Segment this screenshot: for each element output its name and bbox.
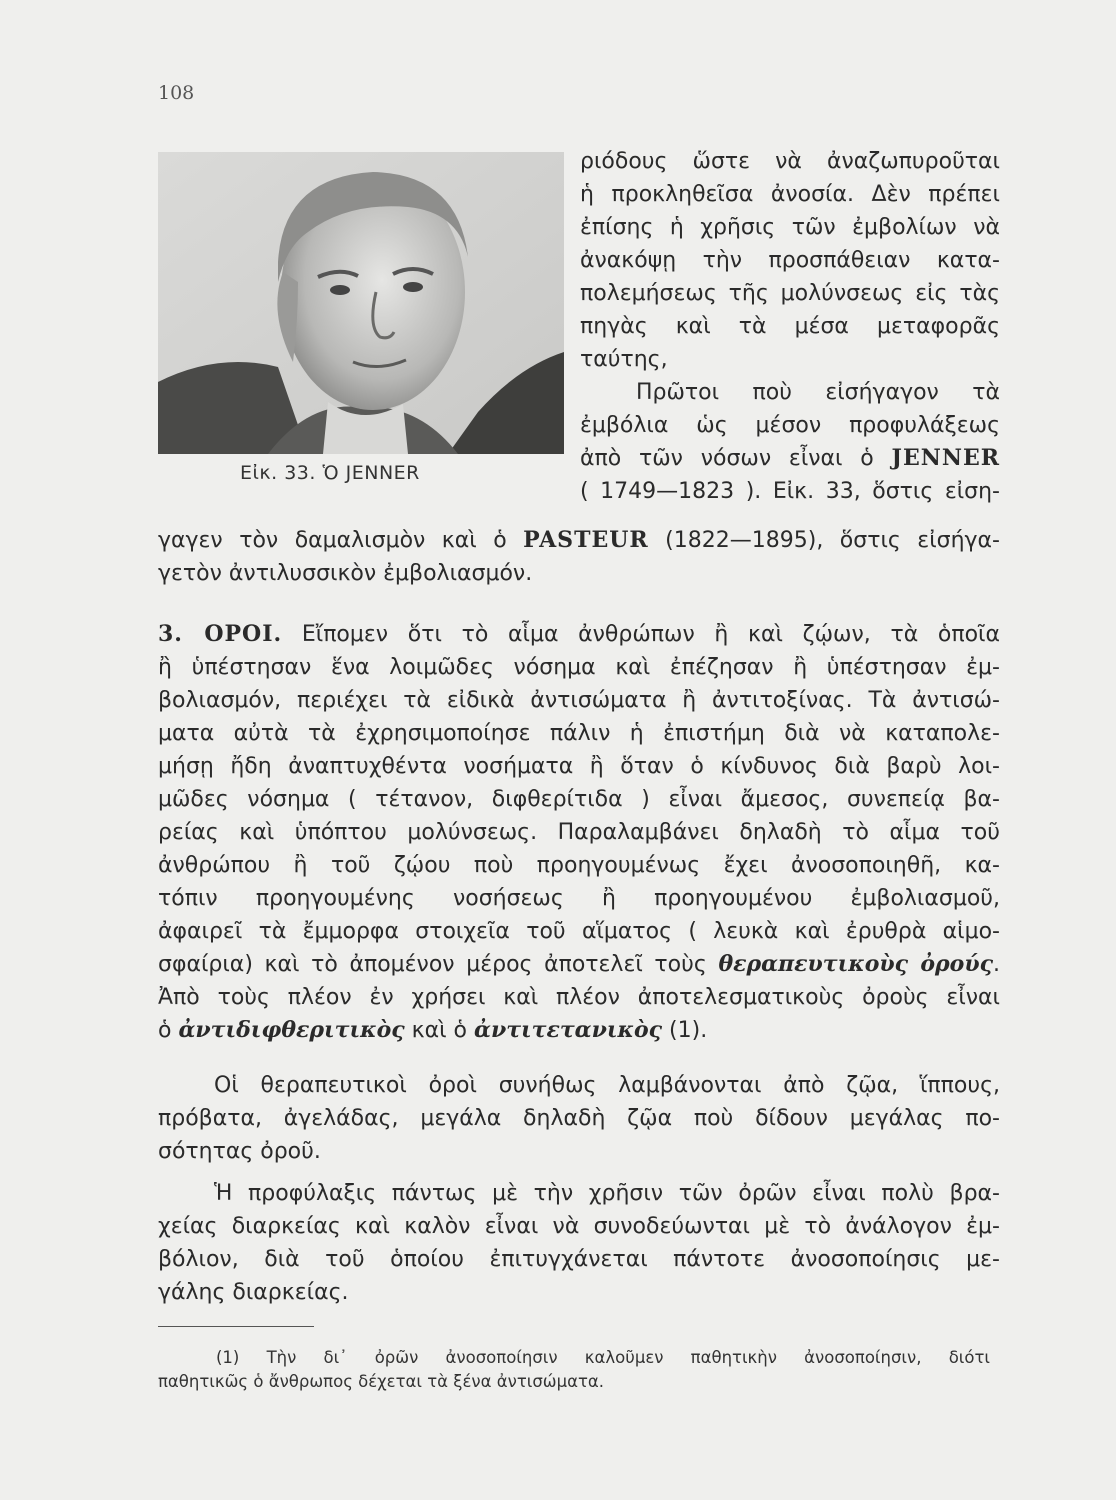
text-line: Πρῶτοι ποὺ εἰσήγαγον τὰ [636, 380, 1000, 405]
text-line [158, 948, 1000, 981]
text-line: μῶδες νόσημα ( τέτανον, διφθερίτιδα ) εἶναι ἄμεσος, συνεπείᾳ βα- [158, 787, 1000, 812]
text-line: ρείας καὶ ὑπόπτου μολύνσεως. Παραλαμβάνει δηλαδὴ τὸ αἷμα τοῦ [158, 820, 1000, 845]
text-line: γετὸν ἀντιλυσσικὸν ἐμβολιασμόν. [158, 561, 533, 586]
text-line: ἢ ὑπέστησαν ἕνα λοιμῶδες νόσημα καὶ ἐπέζησαν ἢ ὑπέστησαν ἐμ- [158, 655, 1000, 680]
text-line: χείας διαρκείας καὶ καλὸν εἶναι νὰ συνοδεύωνται μὲ τὸ ἀνάλογον ἐμ- [158, 1214, 1000, 1239]
text-line [158, 1014, 1000, 1047]
text-fragment: (1). [662, 1018, 708, 1043]
text-fragment: γαγεν τὸν δαμαλισμὸν καὶ ὁ [158, 528, 524, 553]
footnote [158, 1346, 990, 1394]
text-line: βόλιον, διὰ τοῦ ὁποίου ἐπιτυγχάνεται πάντοτε ἀνοσοποίησις με- [158, 1247, 1000, 1272]
text-line: γάλης διαρκείας. [158, 1280, 349, 1305]
text-line: βολιασμόν, περιέχει τὰ εἰδικὰ ἀντισώματα ἢ ἀντιτοξίνας. Τὰ ἀντισώ- [158, 688, 1000, 713]
pasteur-name: PASTEUR [523, 527, 649, 553]
text-line: Οἱ θεραπευτικοὶ ὀροὶ συνήθως λαμβάνονται ἀπὸ ζῷα, ἵππους, [214, 1073, 1000, 1098]
text-line: Ἀπὸ τοὺς πλέον ἐν χρήσει καὶ πλέον ἀποτελεσματικοὺς ὀροὺς εἶναι [158, 985, 1000, 1010]
term-antidiphtheritic: ἀντιδιφθεριτικὸς [178, 1017, 405, 1043]
text-line: ματα αὐτὰ τὰ ἐχρησιμοποίησε πάλιν ἡ ἐπιστήμη διὰ νὰ καταπολε- [158, 721, 1000, 746]
paragraph-duration [158, 1177, 1000, 1309]
text-fragment: (1822—1895), ὅστις εἰσήγα- [648, 528, 1000, 553]
jenner-portrait [158, 152, 564, 454]
section-sera [158, 618, 1000, 1047]
text-line: ταύτης, [580, 347, 668, 372]
text-line: τόπιν προηγουμένης νοσήσεως ἢ προηγουμένου ἐμβολιασμοῦ, [158, 886, 1000, 911]
footnote-line: παθητικῶς ὁ ἄνθρωπος δέχεται τὰ ξένα ἀντισώματα. [158, 1372, 605, 1391]
paragraph-sources [158, 1069, 1000, 1168]
text-line: ριόδους ὥστε νὰ ἀναζωπυροῦται [580, 149, 1000, 174]
page-number: 108 [158, 82, 195, 104]
text-line [158, 524, 1000, 557]
text-line: μήσῃ ἤδη ἀναπτυχθέντα νοσήματα ἢ ὅταν ὁ κίνδυνος διὰ βαρὺ λοι- [158, 754, 1000, 779]
text-line [580, 442, 1000, 475]
text-line: πηγὰς καὶ τὰ μέσα μεταφορᾶς [580, 314, 1000, 339]
section-heading: 3. ΟΡΟΙ. [158, 621, 283, 647]
text-line: ἀνθρώπου ἢ τοῦ ζῴου ποὺ προηγουμένως ἔχει ἀνοσοποιηθῆ, κα- [158, 853, 1000, 878]
text-line: ἀνακόψῃ τὴν προσπάθειαν κατα- [580, 248, 1000, 273]
figure-caption: Εἰκ. 33. Ὁ JENNER [240, 462, 420, 484]
text-fragment: καὶ ὁ [404, 1018, 475, 1043]
text-line: ( 1749—1823 ). Εἰκ. 33, ὅστις εἰση- [580, 479, 1000, 504]
text-line: σότητας ὀροῦ. [158, 1139, 321, 1164]
text-fragment: σφαίρια) καὶ τὸ ἀπομένον μέρος ἀποτελεῖ τοὺς [158, 952, 719, 977]
text-fragment: ὁ [158, 1018, 179, 1043]
text-line: πρόβατα, ἀγελάδας, μεγάλα δηλαδὴ ζῷα ποὺ δίδουν μεγάλας πο- [158, 1106, 1000, 1131]
text-line [158, 618, 1000, 651]
text-line: ἡ προκληθεῖσα ἀνοσία. Δὲν πρέπει [580, 182, 1000, 207]
footnote-line: (1) Τὴν δι᾽ ὀρῶν ἀνοσοποίησιν καλοῦμεν παθητικὴν ἀνοσοποίησιν, διότι [216, 1348, 990, 1367]
term-therapeutic-sera: θεραπευτικοὺς ὀρούς [718, 951, 994, 977]
text-line: Ἡ προφύλαξις πάντως μὲ τὴν χρῆσιν τῶν ὀρῶν εἶναι πολὺ βρα- [214, 1181, 1000, 1206]
jenner-name: JENNER [891, 445, 1000, 471]
text-fragment: . [993, 952, 1001, 977]
text-line: ἀφαιρεῖ τὰ ἔμμορφα στοιχεῖα τοῦ αἵματος ( λευκὰ καὶ ἐρυθρὰ αἱμο- [158, 919, 1000, 944]
term-antitetanic: ἀντιτετανικὸς [474, 1017, 663, 1043]
text-line: ἐμβόλια ὡς μέσον προφυλάξεως [580, 413, 1000, 438]
text-fragment: ἀπὸ τῶν νόσων εἶναι ὁ [580, 446, 892, 471]
text-line: πολεμήσεως τῆς μολύνσεως εἰς τὰς [580, 281, 1000, 306]
intro-continuation [158, 524, 1000, 590]
text-line: ἐπίσης ἡ χρῆσις τῶν ἐμβολίων νὰ [580, 215, 1000, 240]
footnote-divider [158, 1326, 314, 1327]
right-column-text [580, 145, 1000, 508]
text-fragment: Εἴπομεν ὅτι τὸ αἷμα ἀνθρώπων ἢ καὶ ζῴων, τὰ ὁποῖα [282, 622, 1000, 647]
